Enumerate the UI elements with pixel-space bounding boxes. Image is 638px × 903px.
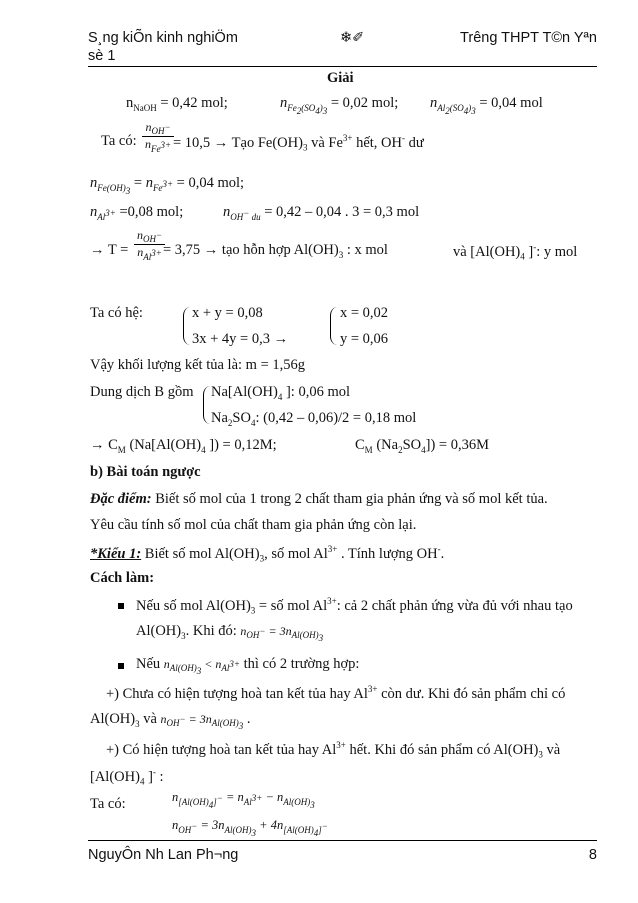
left-brace-2 (330, 307, 337, 345)
solution-x: x = 0,02 (340, 305, 389, 321)
header-title: S¸ng kiÕn kinh nghiÖm (88, 30, 238, 46)
formula-aloh4: $n_{[Al(OH)_4]^-} = n_{Al^{3+}} - n_{Al(OH)_3}$ (172, 790, 315, 810)
footer-author: NguyÔn Nh Lan Ph¬ng (88, 847, 239, 863)
precipitate-mass: Vậy khối lượng kết tủa là: m = 1,56g (90, 357, 305, 373)
fe2so43-moles: $n_{Fe_2(SO_4)_3} = 0,02$ mol; (280, 95, 399, 116)
aloh4-y: và [$Al(OH)_4$ ]-: y mol (453, 242, 578, 262)
solution-b-component-1: $Na[Al(OH)_4$ ]: 0,06 mol (211, 384, 351, 402)
equation-1: x + y = 0,08 (192, 305, 263, 321)
type-1-line: *Kiểu 1: Biết số mol $Al(OH)_3$, số mol $Al^{3+}$ . Tính lượng OH-. (90, 544, 445, 564)
equation-2: 3x + 4y = 0,3 → (192, 331, 289, 347)
taco-label-2: Ta có: (90, 796, 126, 812)
header-subtitle: sè 1 (88, 48, 116, 64)
formula-oh: $n_{OH^-} = 3n_{Al(OH)_3} + 4n_{[Al(OH)_4]^-}$ (172, 818, 328, 838)
feoh3-moles: $n_{Fe(OH)_3} = n_{Fe^{3+}} = 0,04$ mol; (90, 175, 245, 196)
subcase-2-line-1: +) Có hiện tượng hoà tan kết tủa hay $Al^{3+}$ hết. Khi đó sản phẩm có $Al(OH)_3$ và (106, 740, 561, 760)
section-b-title: b) Bài toán ngược (90, 464, 201, 480)
solution-heading: Giải (327, 70, 354, 86)
characteristics-line: Đặc điểm: Biết số mol của 1 trong 2 chất tham gia phản ứng và số mol kết tủa. (90, 491, 548, 507)
al3-moles: $n_{Al^{3+}} =0,08$ mol; (90, 204, 184, 222)
ratio-oh-fe: $\frac{n_{OH^-}}{n_{Fe^{3+}}}$ (142, 120, 174, 154)
subcase-1-line-2: $Al(OH)_3$ và $n_{OH^-} = 3n_{Al(OH)_3}$ . (90, 711, 251, 732)
header-school: Trêng THPT T©n Yªn (460, 30, 597, 46)
left-brace-3 (203, 386, 210, 424)
header-ornament: ❄︎✐ (340, 30, 365, 46)
concentration-1: → $C_M$ ($Na[Al(OH)_4$ ]) = 0,12M; (90, 437, 277, 455)
ratio-oh-al: $\frac{n_{OH^-}}{n_{Al^{3+}}}$ (134, 228, 165, 262)
bullet-icon (118, 663, 124, 669)
case-2-line: Nếu $n_{Al(OH)_3} < n_{Al^{3+}}$ thì có 2 trường hợp: (136, 656, 360, 677)
bullet-icon (118, 603, 124, 609)
page-footer (88, 840, 597, 863)
solution-b-component-2: $Na_2SO_4$: (0,42 – 0,06)/2 = 0,18 mol (211, 410, 417, 428)
concentration-2: $C_M$ $(Na_2SO_4]) = 0,36M$ (355, 437, 489, 455)
case-1-line-2: $Al(OH)_3$. Khi đó: $n_{OH^-} = 3n_{Al(OH)_3}$ (136, 623, 324, 644)
al2so43-moles: $n_{Al_2(SO_4)_3} = 0,04$ mol (430, 95, 543, 116)
t-result: = 3,75 → tạo hỗn hợp $Al(OH)_3$ : x mol (163, 242, 388, 260)
requirement-line: Yêu cầu tính số mol của chất tham gia phản ứng còn lại. (90, 517, 417, 533)
taco-label-1: Ta có: (101, 133, 137, 149)
subcase-1-line-1: +) Chưa có hiện tượng hoà tan kết tủa hay $Al^{3+}$ còn dư. Khi đó sản phẩm chỉ có (106, 684, 566, 702)
method-heading: Cách làm: (90, 570, 155, 586)
system-label: Ta có hệ: (90, 305, 143, 321)
case-1-line-1: Nếu số mol $Al(OH)_3$ = số mol $Al^{3+}$: cả 2 chất phản ứng vừa đủ với nhau tạo (136, 596, 573, 616)
solution-y: y = 0,06 (340, 331, 389, 347)
subcase-2-line-2: [$Al(OH)_4$ ]- : (90, 767, 164, 787)
page-number: 8 (588, 847, 597, 863)
oh-excess-moles: $n_{OH^- du} = 0,42 - 0,04$ . 3 = 0,3 mol (223, 204, 420, 222)
ratio-result: = 10,5 → Tạo $Fe(OH)_3$ và $Fe^{3+}$ hết, OH- dư (173, 133, 424, 153)
naoh-moles: $n_{NaOH} = 0,42$ mol; (126, 95, 228, 113)
left-brace-1 (183, 307, 190, 345)
page-header (88, 30, 597, 67)
arrow-t-label: → T = (90, 242, 129, 258)
solution-b-label: Dung dịch B gồm (90, 384, 194, 400)
